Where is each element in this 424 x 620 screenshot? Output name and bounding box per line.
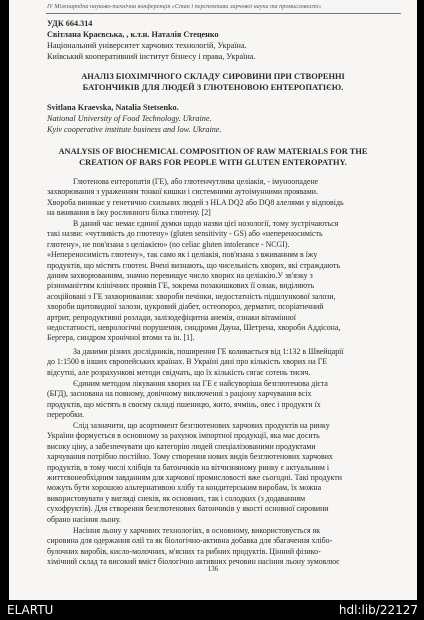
text-line: В даний час немає єдиної думки щодо назви цієї нозології, тому зустрічаються: [73, 219, 339, 228]
paragraph-4: [47, 379, 402, 421]
authors-ua: Світлана Краєвська, , к.т.н. Наталія Стеценко: [47, 30, 219, 39]
text-line: на вживання в їжу рослинного білка глютену. [2]: [47, 208, 211, 218]
text-line: до 1:1500 в інших європейських країнах. В Україні дані про кількість хворих на ГЕ: [47, 357, 328, 367]
text-line: продуктів, в тому числі хлібців та батончиків на вітчизняному ринку є актуальним і: [47, 462, 330, 472]
paragraph-1: [47, 177, 402, 219]
text-line: (БГД), заснована на повному, довічному виключенні з раціону харчування всіх: [47, 389, 312, 399]
text-line: За даними різних дослідників, поширення ГЕ коливається від 1:132 в Швейцарії: [73, 347, 344, 356]
paragraph-2: [47, 219, 402, 344]
text-line: захворювання з ураженням тонкої кишки і системними аутоімунними проявами.: [47, 187, 318, 197]
text-line: такі назви: «чутливість до глютену» (gluten sensitivity - GS) або «непереносимість: [47, 229, 323, 239]
text-line: хвороби щитовидної залози, цукровий діабет, остеопороз, дерматит, псоріатичний: [47, 302, 324, 312]
text-line: відсутні, але розрахункові методи свідчать, що їх кількість сягає сотень тисяч.: [47, 367, 311, 377]
text-line: хімічний склад та високий вміст біологічно активних речовин насіння льону зумовлює: [47, 557, 340, 567]
header-rule: [46, 13, 401, 14]
running-header: IV Міжнародна науково-технічна конференція «Стан і перспективи харчової науки та промисловості»: [47, 3, 322, 10]
text-line: харчування потрібно постійно. Тому створення нових видів безглютенових харчових: [47, 452, 333, 462]
title-en-line-2: CREATION OF BARS FOR PEOPLE WITH GLUTEN ENTEROPATHY.: [79, 158, 347, 167]
handle-id: hdl:lib/22127: [338, 603, 418, 617]
text-line: Слід зазначити, що асортимент безглютенових харчових продуктів на ринку: [73, 421, 330, 430]
udk-code: УДК 664.314: [47, 19, 93, 28]
text-line: Хвороба виникає у генетично схильних людей з HLA DQ2 або DQ8 алелями у відповідь: [47, 197, 344, 207]
text-line: переробки.: [47, 410, 85, 420]
text-line: сухофруктів). Для створення безглютенових батончиків у якості основної сировини: [47, 504, 329, 514]
text-line: булочних виробів, кисло-молочних, м'ясних та рибних продуктів. Цінний фізико-: [47, 546, 321, 556]
text-line: високу ціну, а забезпечувати цю категорію людей спеціалізованими продуктами: [47, 441, 316, 451]
text-line: сировина для одержання олії та як біологічно-активна добавка для збагачення хлібо-: [47, 536, 333, 546]
text-line: різноманіттям клінічних проявів ГЕ, зокрема позакишкових її ознак, виділяють: [47, 281, 315, 291]
text-line: Єдиним методом лікування хворих на ГЕ є найсуворіша безглютенова дієта: [73, 379, 328, 388]
text-line: «Непереносимість глютену», так само як і целіакія, пов'язана з вживанням в їжу: [47, 250, 318, 260]
text-line: продуктів, що містять в своєму складі пшеницю, жито, ячмінь, овес і продукти їх: [47, 399, 321, 409]
text-line: обрано насіння льону.: [47, 514, 121, 524]
text-line: асоційовані з ГЕ захворювання: хвороби печінки, недостатність підшлункової залози,: [47, 291, 336, 301]
text-line: Насіння льону у харчових технологіях, в основному, використовується як: [73, 526, 321, 535]
text-line: недостатності, неврологічні порушення, синдроми Дауна, Шетрена, хвороби Аддісона,: [47, 323, 341, 333]
affiliation-en-2: Kyiv cooperative institute business and low. Ukraine.: [47, 125, 222, 134]
text-line: України формується в основному за рахунок імпортної продукції, яка має досить: [47, 431, 320, 441]
authors-en: Svitlana Kraevska, Natalia Stetsenko.: [47, 103, 179, 112]
affiliation-ua-1: Національний університет харчових технологій, Україна.: [47, 41, 247, 50]
text-line: артрит, репродуктивні розлади, залізодефіцитна анемія, ознаки вітамінної: [47, 312, 296, 322]
text-line: можуть бути хорошою альтернативою хлібу та кондитерським виробам, їх можна: [47, 483, 322, 493]
repository-footer-bar: [0, 600, 424, 620]
paragraph-5: [47, 421, 402, 525]
text-line: глютену», не пов'язана з целіакією» (no celiac gluten intolerance - NCGI).: [47, 239, 290, 249]
document-page: [9, 0, 417, 600]
text-line: Бергера, синдром хронічної втоми та ін. [1].: [47, 333, 195, 343]
text-line: даним захворюванням, значно перевищує число хворих на целіакію.У зв'язку з: [47, 271, 313, 281]
page-number: 136: [207, 565, 219, 573]
text-line: Глютенова ентеропатія (ГЕ), або глютенчутлива целіакія, - імуноопадене: [73, 177, 319, 186]
title-en-line-1: ANALYSIS OF BIOCHEMICAL COMPOSITION OF RAW MATERIALS FOR THE: [58, 147, 368, 156]
affiliation-en-1: National University of Food Technology. Ukraine.: [47, 114, 212, 123]
affiliation-ua-2: Київський кооперативний інститут бізнесу і права, Україна.: [47, 52, 256, 61]
text-line: використовувати у вигляді снеків, як основних, так і солодких (з додаванням: [47, 493, 306, 503]
paragraph-3: [47, 347, 402, 378]
repository-name: ELARTU: [7, 603, 54, 617]
paragraph-6: [47, 526, 402, 568]
title-ua-line-1: АНАЛІЗ БІОХІМІЧНОГО СКЛАДУ СИРОВИНИ ПРИ СТВОРЕННІ: [81, 72, 345, 81]
text-line: продуктів, що містять глютен. Вчені визнають, що чисельність хворих, які страждають: [47, 260, 341, 270]
title-ua-line-2: БАТОНЧИКІВ ДЛЯ ЛЮДЕЙ З ГЛЮТЕНОВОЮ ЕНТЕРОПАТІЄЮ.: [82, 83, 344, 92]
text-line: життєвонеобхідним завданням для харчової промисловості вже сьогодні. Такі продукти: [47, 473, 342, 483]
